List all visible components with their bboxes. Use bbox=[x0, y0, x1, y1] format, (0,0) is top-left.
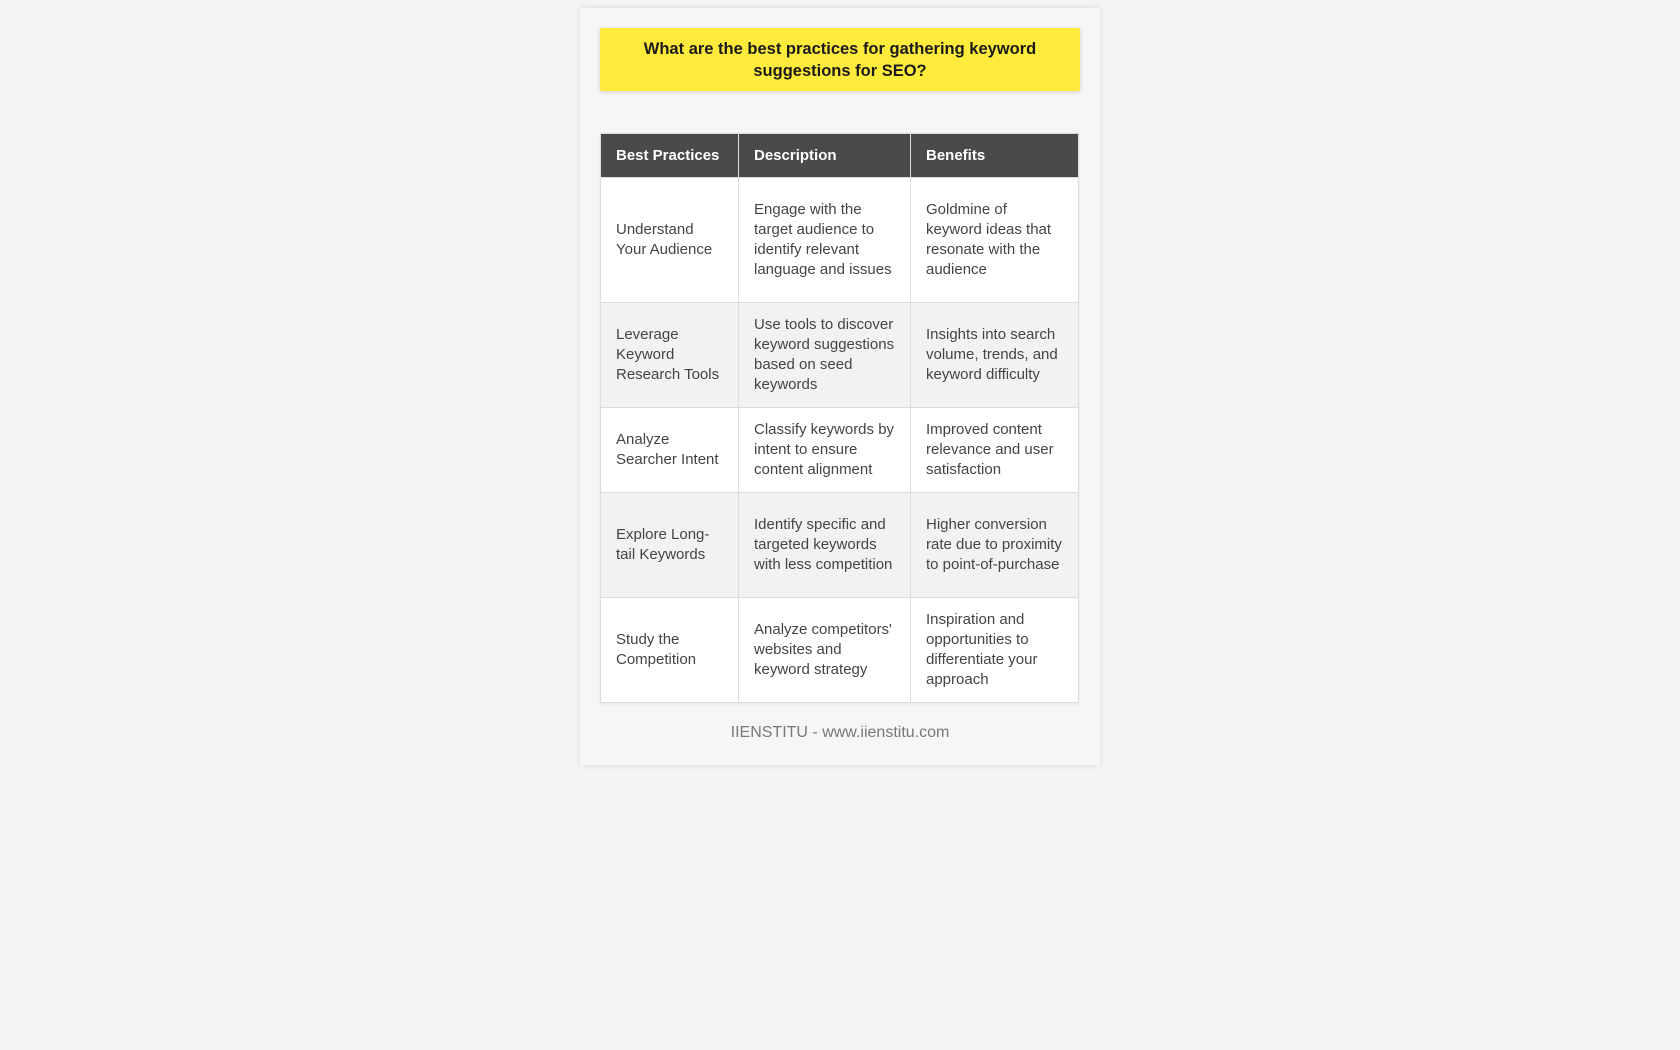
table-row bbox=[601, 303, 1079, 408]
table-row bbox=[601, 493, 1079, 598]
column-header-description: Description bbox=[739, 134, 911, 178]
page-title: What are the best practices for gathering keyword suggestions for SEO? bbox=[643, 39, 1037, 80]
table-header-row bbox=[601, 134, 1079, 178]
benefits-cell: Inspiration and opportunities to differentiate your approach bbox=[911, 598, 1079, 703]
practice-cell: Understand Your Audience bbox=[601, 178, 739, 303]
practice-cell: Explore Long-tail Keywords bbox=[601, 493, 739, 598]
title-banner bbox=[600, 28, 1080, 91]
column-header-best-practices: Best Practices bbox=[601, 134, 739, 178]
footer-attribution: IIENSTITU - www.iienstitu.com bbox=[730, 724, 950, 741]
description-cell: Analyze competitors' websites and keyword strategy bbox=[739, 598, 911, 703]
description-cell: Classify keywords by intent to ensure content alignment bbox=[739, 408, 911, 493]
content-card bbox=[580, 8, 1100, 765]
description-cell: Identify specific and targeted keywords with less competition bbox=[739, 493, 911, 598]
description-cell: Use tools to discover keyword suggestions based on seed keywords bbox=[739, 303, 911, 408]
benefits-cell: Improved content relevance and user satisfaction bbox=[911, 408, 1079, 493]
table-row bbox=[601, 408, 1079, 493]
best-practices-table bbox=[600, 133, 1079, 703]
table-row bbox=[601, 598, 1079, 703]
description-cell: Engage with the target audience to identify relevant language and issues bbox=[739, 178, 911, 303]
benefits-cell: Higher conversion rate due to proximity to point-of-purchase bbox=[911, 493, 1079, 598]
practice-cell: Study the Competition bbox=[601, 598, 739, 703]
practice-cell: Leverage Keyword Research Tools bbox=[601, 303, 739, 408]
column-header-benefits: Benefits bbox=[911, 134, 1079, 178]
table-row bbox=[601, 178, 1079, 303]
benefits-cell: Insights into search volume, trends, and keyword difficulty bbox=[911, 303, 1079, 408]
benefits-cell: Goldmine of keyword ideas that resonate with the audience bbox=[911, 178, 1079, 303]
practice-cell: Analyze Searcher Intent bbox=[601, 408, 739, 493]
